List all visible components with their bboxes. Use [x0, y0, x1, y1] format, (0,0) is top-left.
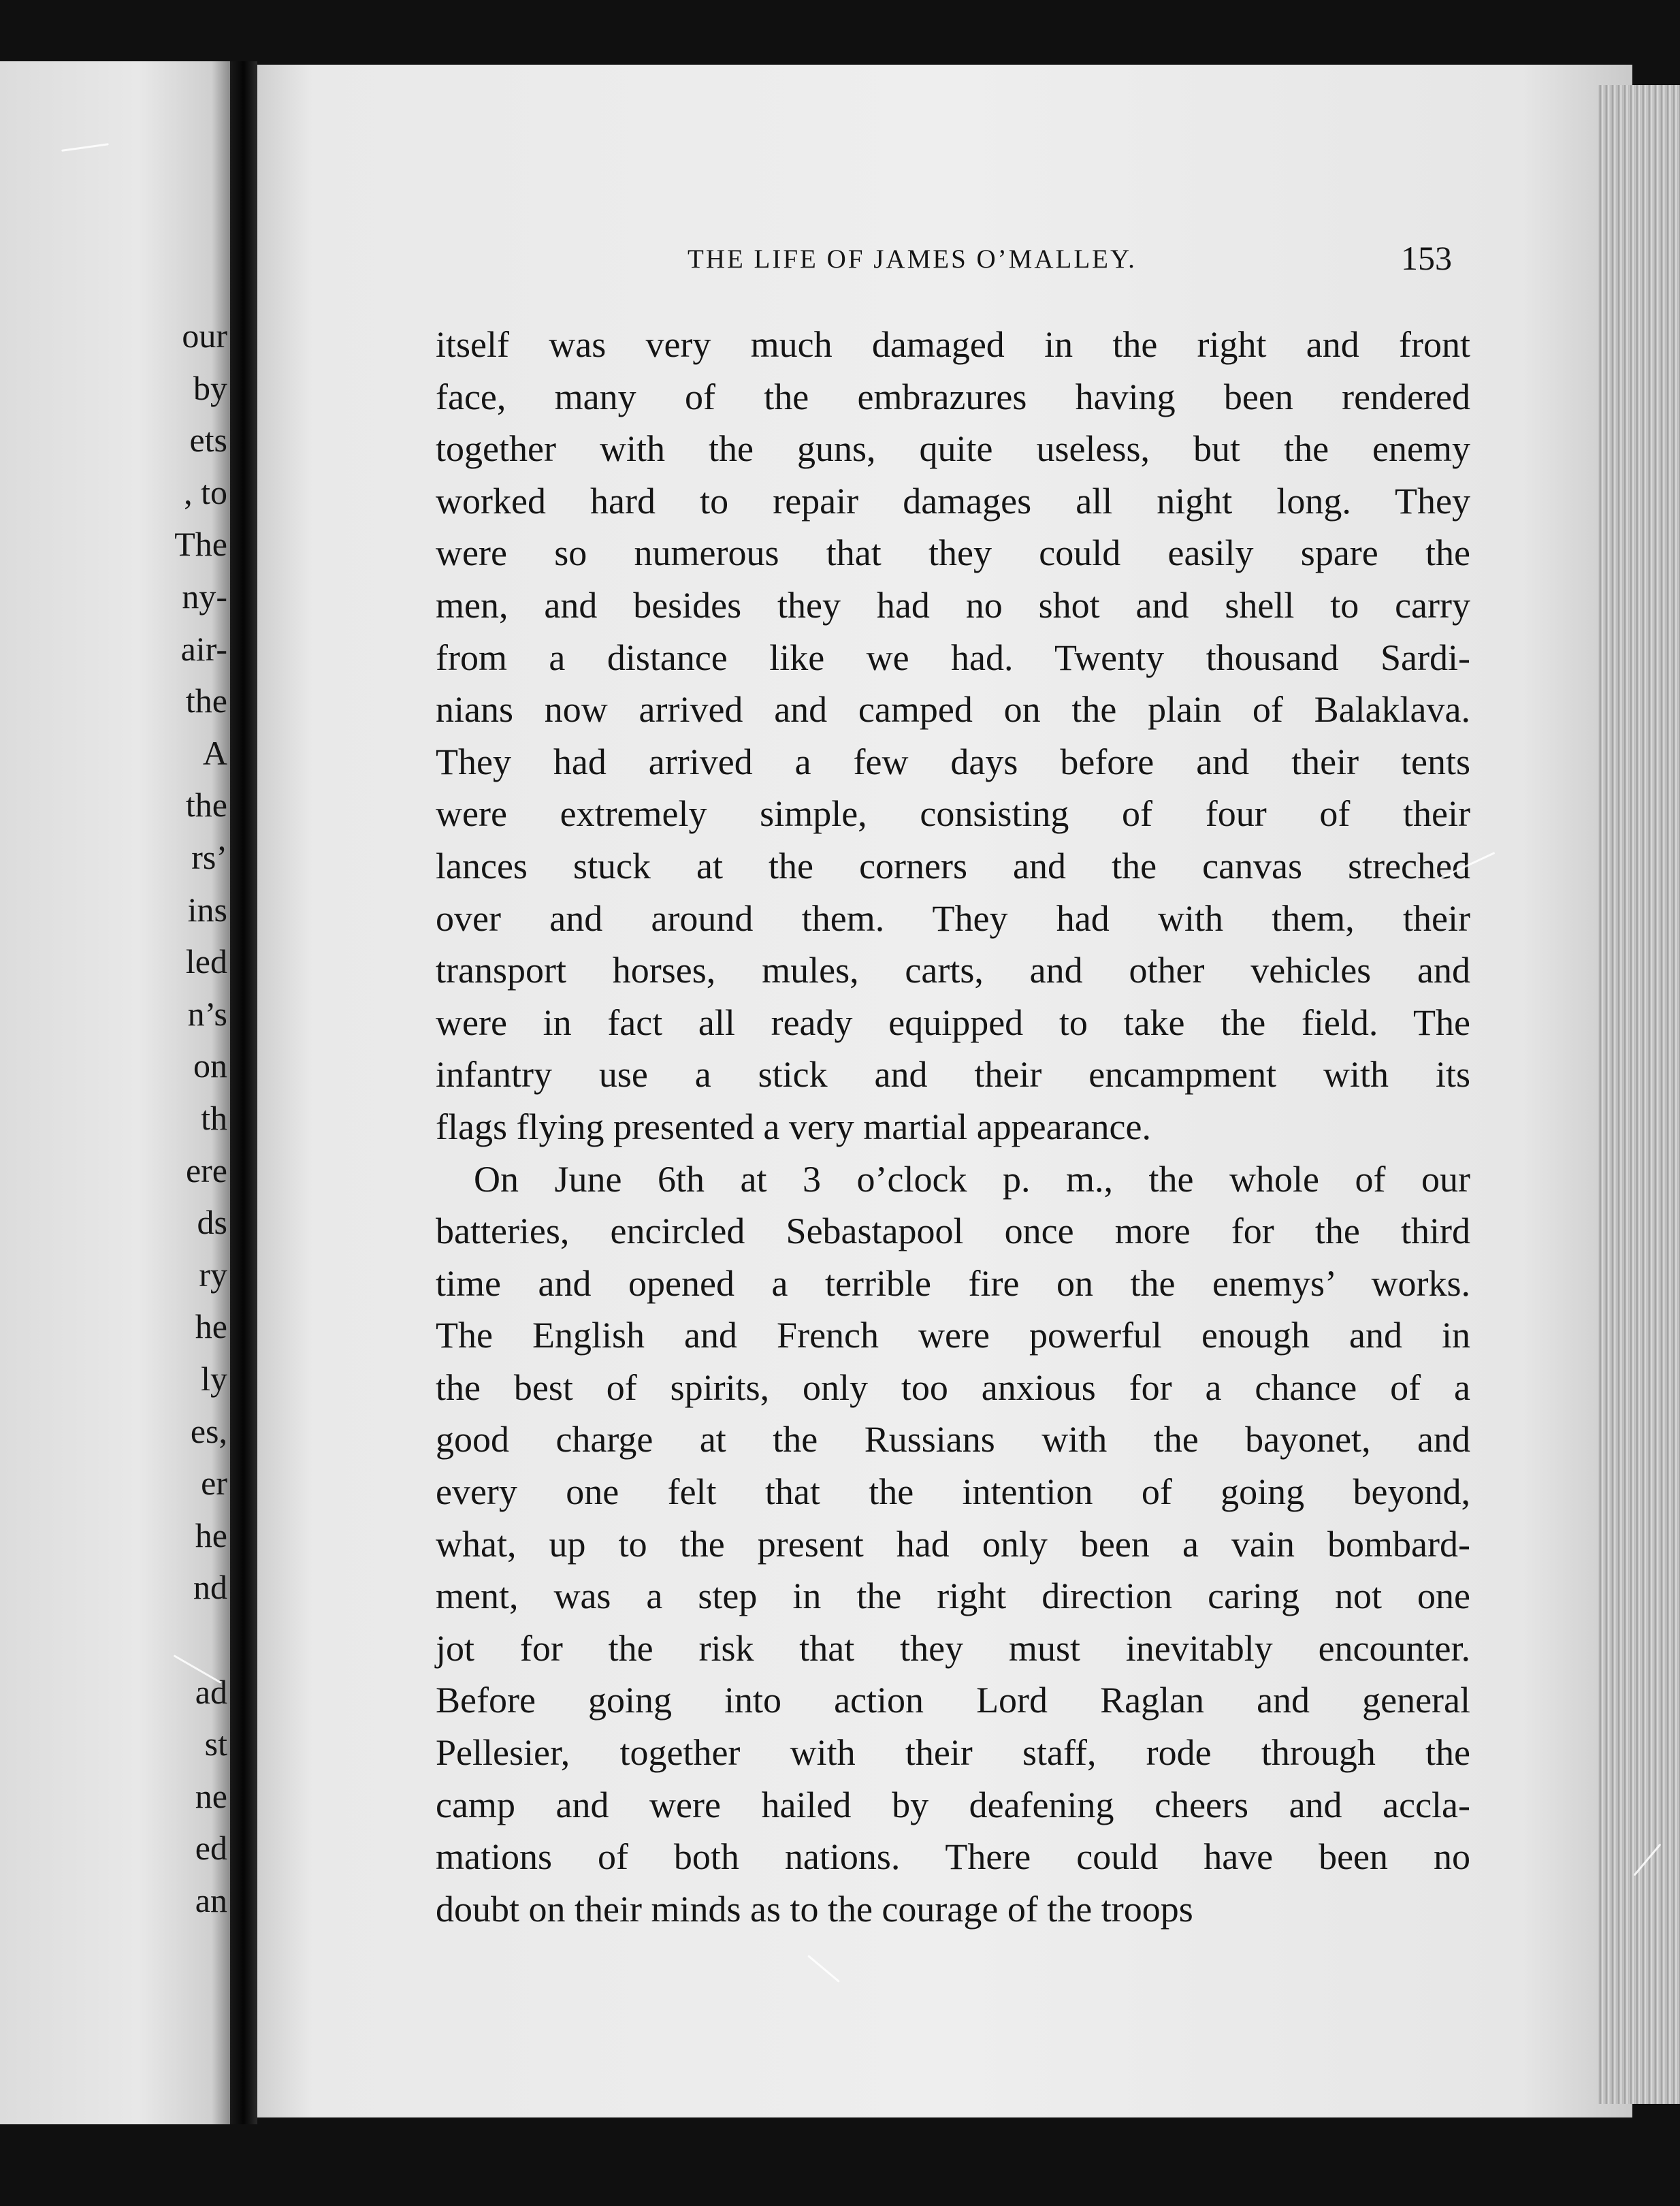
left-page-line-fragment: es,: [190, 1411, 227, 1450]
left-page-line-fragment: our: [182, 317, 227, 355]
text-line: every one felt that the intention of going beyond,: [436, 1471, 1470, 1513]
text-line: were in fact all ready equipped to take the field. The: [436, 1002, 1470, 1043]
left-page-line-fragment: er: [201, 1464, 227, 1503]
text-line: Before going into action Lord Raglan and general: [436, 1680, 1470, 1721]
text-line: the best of spirits, only too anxious for a chance of a: [436, 1366, 1470, 1408]
left-page-line-fragment: an: [195, 1881, 227, 1919]
running-header: THE LIFE OF JAMES O’MALLEY.: [688, 244, 1137, 274]
text-line: On June 6th at 3 o’clock p. m., the whole of our: [474, 1158, 1470, 1200]
text-line: transport horses, mules, carts, and other vehicles and: [436, 950, 1470, 991]
text-line: Pellesier, together with their staff, rode through the: [436, 1732, 1470, 1774]
page-edges: [1598, 85, 1680, 2104]
left-page-line-fragment: ins: [187, 890, 227, 929]
body-text: [436, 319, 1470, 1935]
left-page-line-fragment: ne: [195, 1776, 227, 1815]
text-line: ment, was a step in the right direction caring not one: [436, 1576, 1470, 1617]
text-line: camp and were hailed by deafening cheers and accla-: [436, 1784, 1470, 1825]
text-line: doubt on their minds as to the courage of the troops: [436, 1888, 1193, 1930]
left-page-line-fragment: ry: [199, 1255, 227, 1294]
text-line: over and around them. They had with them, their: [436, 897, 1470, 939]
text-line: together with the guns, quite useless, but the enemy: [436, 428, 1470, 470]
left-page-line-fragment: The: [174, 525, 227, 564]
left-page-line-fragment: n’s: [187, 994, 227, 1033]
text-line: worked hard to repair damages all night long. They: [436, 480, 1470, 522]
text-line: from a distance like we had. Twenty thousand Sardi-: [436, 637, 1470, 678]
left-page-line-fragment: he: [195, 1307, 227, 1346]
left-page-line-fragment: ly: [201, 1360, 227, 1398]
left-page-line-fragment: ad: [195, 1672, 227, 1711]
text-line: itself was very much damaged in the right and front: [436, 324, 1470, 365]
text-line: flags flying presented a very martial appearance.: [436, 1106, 1151, 1147]
left-page-line-fragment: nd: [193, 1568, 227, 1607]
text-line: mations of both nations. There could have been no: [436, 1836, 1470, 1878]
left-page-line-fragment: A: [202, 733, 227, 772]
left-page-line-fragment: ed: [195, 1829, 227, 1868]
text-line: face, many of the embrazures having been rendered: [436, 376, 1470, 417]
left-page-line-fragment: he: [195, 1516, 227, 1554]
left-page-line-fragment: by: [193, 368, 227, 407]
text-line: nians now arrived and camped on the plain of Balaklava.: [436, 689, 1470, 731]
page-number: 153: [1401, 239, 1452, 277]
text-line: The English and French were powerful enough and in: [436, 1315, 1470, 1356]
text-line: infantry use a stick and their encampment with its: [436, 1054, 1470, 1096]
left-page-line-fragment: ds: [197, 1203, 227, 1242]
left-page-line-fragment: st: [204, 1725, 227, 1763]
left-page-line-fragment: , to: [184, 473, 227, 511]
left-page-line-fragment: the: [185, 682, 227, 720]
book-gutter: [230, 61, 257, 2124]
text-line: men, and besides they had no shot and shell to carry: [436, 584, 1470, 626]
text-line: good charge at the Russians with the bayonet, and: [436, 1419, 1470, 1460]
left-page-line-fragment: the: [185, 786, 227, 825]
left-page-line-fragment: ere: [185, 1151, 227, 1189]
left-page-line-fragment: ets: [189, 421, 227, 460]
text-line: were extremely simple, consisting of four of their: [436, 793, 1470, 835]
left-page-line-fragment: rs’: [191, 838, 227, 876]
text-line: were so numerous that they could easily spare the: [436, 532, 1470, 574]
left-page-line-fragment: ny-: [182, 577, 227, 616]
text-line: jot for the risk that they must inevitably encounter.: [436, 1627, 1470, 1669]
left-page-line-fragment: air-: [180, 629, 227, 668]
text-line: batteries, encircled Sebastapool once more for the third: [436, 1211, 1470, 1252]
text-line: what, up to the present had only been a vain bombard-: [436, 1523, 1470, 1565]
left-page: [0, 61, 230, 2124]
left-page-line-fragment: th: [201, 1099, 227, 1137]
text-line: They had arrived a few days before and their tents: [436, 741, 1470, 782]
text-line: time and opened a terrible fire on the enemys’ works.: [436, 1262, 1470, 1304]
left-page-line-fragment: on: [193, 1046, 227, 1085]
left-page-line-fragment: led: [185, 942, 227, 981]
text-line: lances stuck at the corners and the canvas streched: [436, 845, 1470, 886]
